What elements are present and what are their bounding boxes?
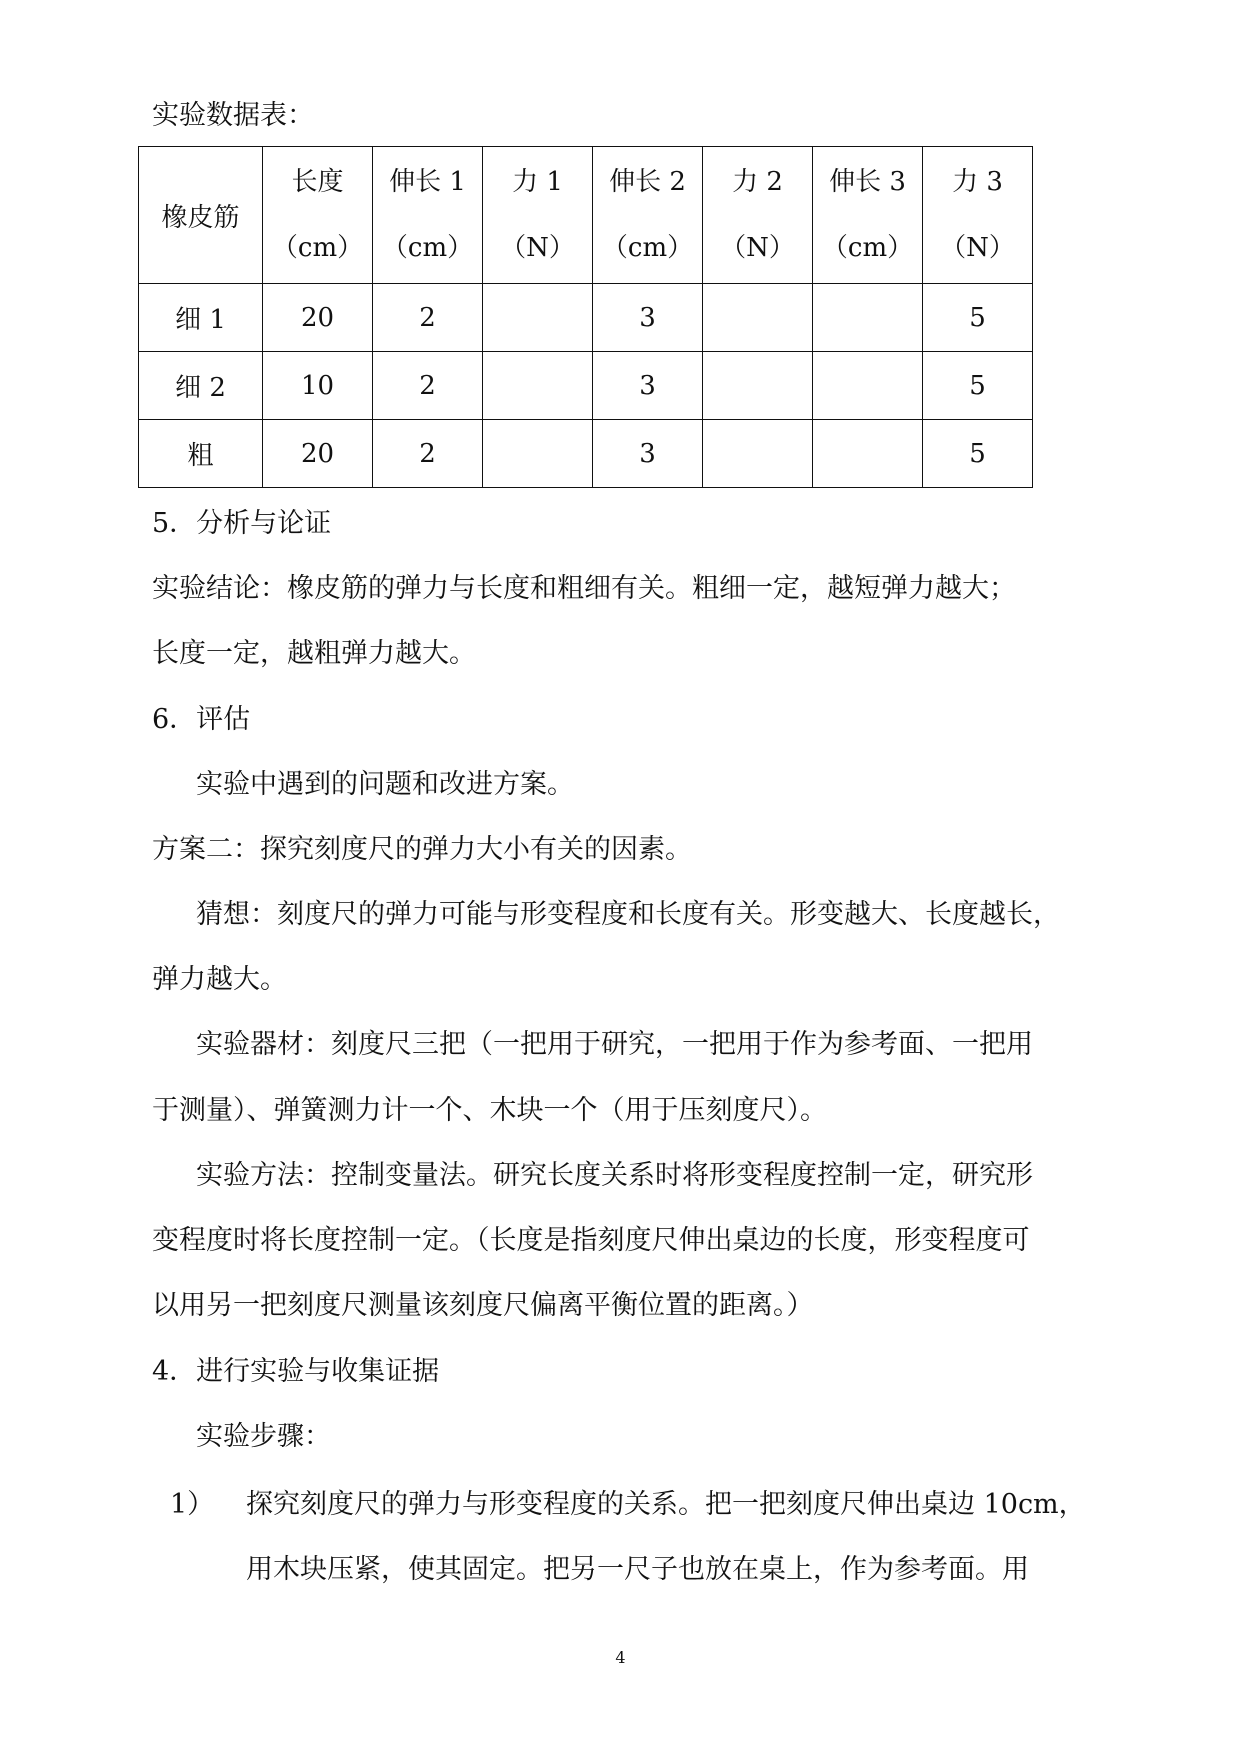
table-header-row <box>139 147 1033 284</box>
table-cell: 2 <box>373 284 483 352</box>
table-row <box>139 352 1033 420</box>
method-text: 变程度时将长度控制一定。（长度是指刻度尺伸出桌边的长度，形变程度可 <box>152 1225 1030 1256</box>
table-cell <box>813 352 923 420</box>
step-text: 探究刻度尺的弹力与形变程度的关系。把一把刻度尺伸出桌边 10cm， <box>246 1489 1086 1520</box>
step-number: 1） <box>170 1489 215 1520</box>
table-cell <box>483 420 593 488</box>
table-cell: 粗 <box>139 420 263 488</box>
header-label: 力 2 <box>732 167 783 197</box>
header-unit: （cm） <box>821 233 914 263</box>
table-cell <box>703 352 813 420</box>
table-cell <box>483 352 593 420</box>
header-label: 长度 <box>291 167 344 197</box>
table-caption: 实验数据表： <box>152 100 314 131</box>
header-label: 力 1 <box>512 167 563 197</box>
table-cell: 3 <box>593 420 703 488</box>
table-cell: 3 <box>593 352 703 420</box>
equipment-text: 实验器材：刻度尺三把（一把用于研究，一把用于作为参考面、一把用 <box>196 1029 1033 1060</box>
hypothesis-text: 猜想：刻度尺的弹力可能与形变程度和长度有关。形变越大、长度越长， <box>196 899 1060 930</box>
table-cell <box>813 284 923 352</box>
header-cell <box>593 147 703 284</box>
header-unit: （N） <box>500 233 575 263</box>
header-unit: （N） <box>940 233 1015 263</box>
page-number: 4 <box>615 1648 626 1667</box>
method-text: 以用另一把刻度尺测量该刻度尺偏离平衡位置的距离。） <box>152 1290 814 1321</box>
conclusion-text: 实验结论：橡皮筋的弹力与长度和粗细有关。粗细一定，越短弹力越大； <box>152 573 1016 604</box>
hypothesis-text: 弹力越大。 <box>152 964 287 995</box>
header-label: 伸长 3 <box>829 167 906 197</box>
table-cell <box>703 420 813 488</box>
table-row <box>139 420 1033 488</box>
method-text: 实验方法：控制变量法。研究长度关系时将形变程度控制一定，研究形 <box>196 1160 1033 1191</box>
section-heading-evaluation: 6．评估 <box>152 704 251 735</box>
table-cell: 2 <box>373 352 483 420</box>
table-cell: 5 <box>923 284 1033 352</box>
table-cell: 5 <box>923 420 1033 488</box>
evaluation-text: 实验中遇到的问题和改进方案。 <box>196 769 574 800</box>
step-text: 用木块压紧，使其固定。把另一尺子也放在桌上，作为参考面。用 <box>246 1554 1029 1585</box>
table-cell: 细 1 <box>139 284 263 352</box>
header-unit: （cm） <box>381 233 474 263</box>
header-unit: （N） <box>720 233 795 263</box>
header-label: 伸长 1 <box>389 167 466 197</box>
header-unit: （cm） <box>601 233 694 263</box>
table-row <box>139 284 1033 352</box>
header-unit: （cm） <box>271 233 364 263</box>
table-cell <box>813 420 923 488</box>
header-label: 橡皮筋 <box>161 202 240 233</box>
equipment-text: 于测量）、弹簧测力计一个、木块一个（用于压刻度尺）。 <box>152 1095 827 1126</box>
header-label: 伸长 2 <box>609 167 686 197</box>
header-label: 力 3 <box>952 167 1003 197</box>
table-cell <box>703 284 813 352</box>
table-cell: 3 <box>593 284 703 352</box>
table-cell: 10 <box>263 352 373 420</box>
table-cell: 细 2 <box>139 352 263 420</box>
table-cell: 20 <box>263 420 373 488</box>
section-heading-experiment: 4．进行实验与收集证据 <box>152 1356 440 1387</box>
header-cell <box>703 147 813 284</box>
header-cell <box>139 147 263 284</box>
table-cell: 5 <box>923 352 1033 420</box>
table-cell <box>483 284 593 352</box>
header-cell <box>813 147 923 284</box>
table-cell: 20 <box>263 284 373 352</box>
conclusion-text: 长度一定，越粗弹力越大。 <box>152 638 476 669</box>
steps-label: 实验步骤： <box>196 1421 331 1452</box>
header-cell <box>923 147 1033 284</box>
header-cell <box>483 147 593 284</box>
header-cell <box>373 147 483 284</box>
data-table <box>138 146 1033 488</box>
table-cell: 2 <box>373 420 483 488</box>
section-heading-analysis: 5．分析与论证 <box>152 508 332 539</box>
header-cell <box>263 147 373 284</box>
plan-two-heading: 方案二：探究刻度尺的弹力大小有关的因素。 <box>152 834 692 865</box>
